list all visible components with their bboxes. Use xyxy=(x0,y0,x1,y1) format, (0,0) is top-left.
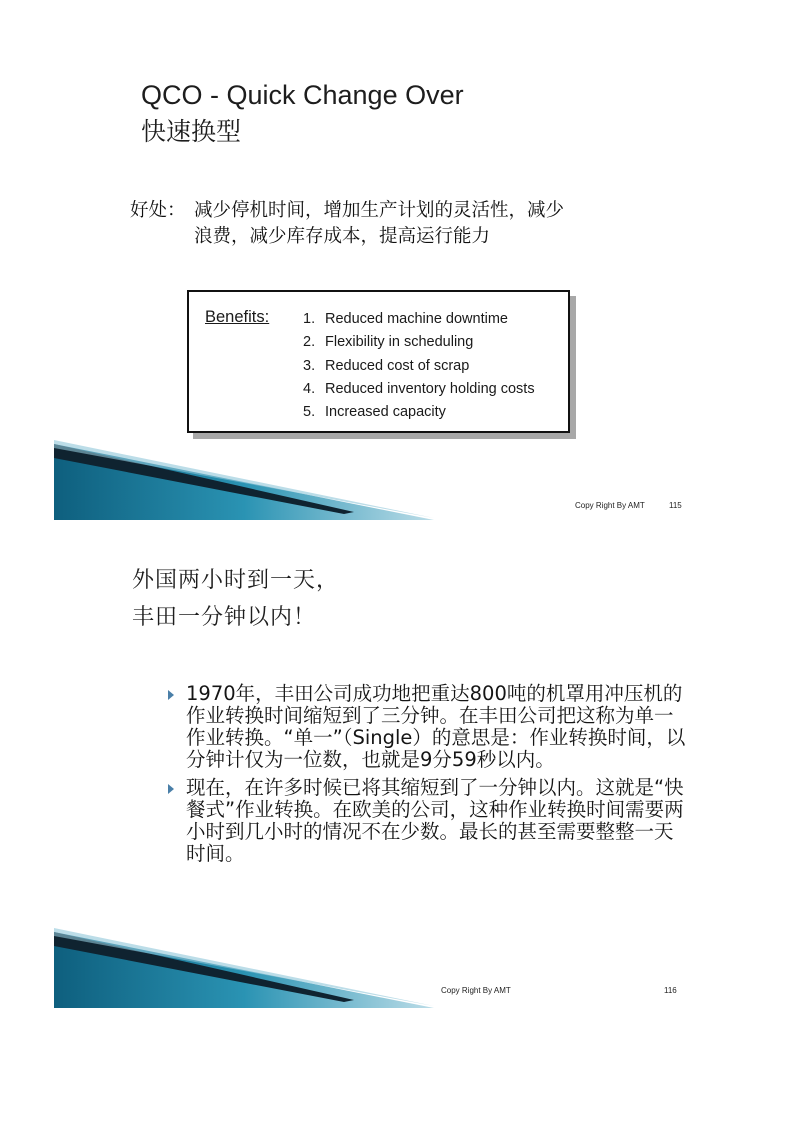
slide-115 xyxy=(0,0,794,520)
benefit-text: Increased capacity xyxy=(325,404,446,421)
benefits-box-label: Benefits: xyxy=(205,308,270,326)
bullet-text: 1970年，丰田公司成功地把重达800吨的机罩用冲压机的作业转换时间缩短到了三分钟。在丰田公司把这称为单一作业转换。“单一”（Single）的意思是：作业转换时间，以分钟计仅为一位数，也就是9分59秒以内。 xyxy=(186,682,686,771)
benefit-text: Reduced cost of scrap xyxy=(325,357,470,374)
slide-title-line-2: 丰田一分钟以内！ xyxy=(132,605,317,630)
benefits-chinese-label: 好处： xyxy=(130,200,186,221)
bullet-item xyxy=(168,777,688,865)
benefit-text: Flexibility in scheduling xyxy=(325,334,474,351)
bullet-arrow-icon xyxy=(168,784,174,794)
bullet-arrow-icon xyxy=(168,690,174,700)
page-number: 115 xyxy=(669,501,682,510)
slide-title-line-1: 外国两小时到一天， xyxy=(132,568,340,593)
benefit-text: Reduced inventory holding costs xyxy=(325,380,535,397)
benefit-item xyxy=(303,308,535,331)
benefits-list xyxy=(303,308,535,424)
benefits-chinese-line-1: 减少停机时间，增加生产计划的灵活性，减少 xyxy=(194,200,565,221)
swoosh-decoration xyxy=(54,440,434,520)
benefit-number: 4. xyxy=(303,380,316,397)
benefit-item xyxy=(303,378,535,401)
copyright-text: Copy Right By AMT xyxy=(441,986,511,995)
benefits-box xyxy=(187,290,570,433)
benefit-text: Reduced machine downtime xyxy=(325,311,508,327)
bullet-item xyxy=(168,683,688,771)
benefits-chinese-line-2: 浪费，减少库存成本，提高运行能力 xyxy=(194,226,491,247)
benefits-chinese-paragraph xyxy=(130,198,650,250)
copyright-text: Copy Right By AMT xyxy=(575,501,645,510)
benefit-number: 3. xyxy=(303,357,316,374)
slide-116 xyxy=(0,525,794,1010)
benefit-number: 1. xyxy=(303,311,316,327)
page-number: 116 xyxy=(664,986,677,995)
bullet-list xyxy=(168,683,688,871)
benefit-item xyxy=(303,331,535,354)
benefit-number: 2. xyxy=(303,334,316,351)
bullet-text: 现在，在许多时候已将其缩短到了一分钟以内。这就是“快餐式”作业转换。在欧美的公司，这种作业转换时间需要两小时到几小时的情况不在少数。最长的甚至需要整整一天时间。 xyxy=(186,776,684,865)
benefit-item xyxy=(303,401,535,424)
benefit-item xyxy=(303,355,535,378)
slide-title-chinese: 快速换型 xyxy=(141,117,242,146)
benefit-number: 5. xyxy=(303,404,316,421)
slide-title-english: QCO - Quick Change Over xyxy=(141,80,464,110)
swoosh-decoration xyxy=(54,928,434,1008)
